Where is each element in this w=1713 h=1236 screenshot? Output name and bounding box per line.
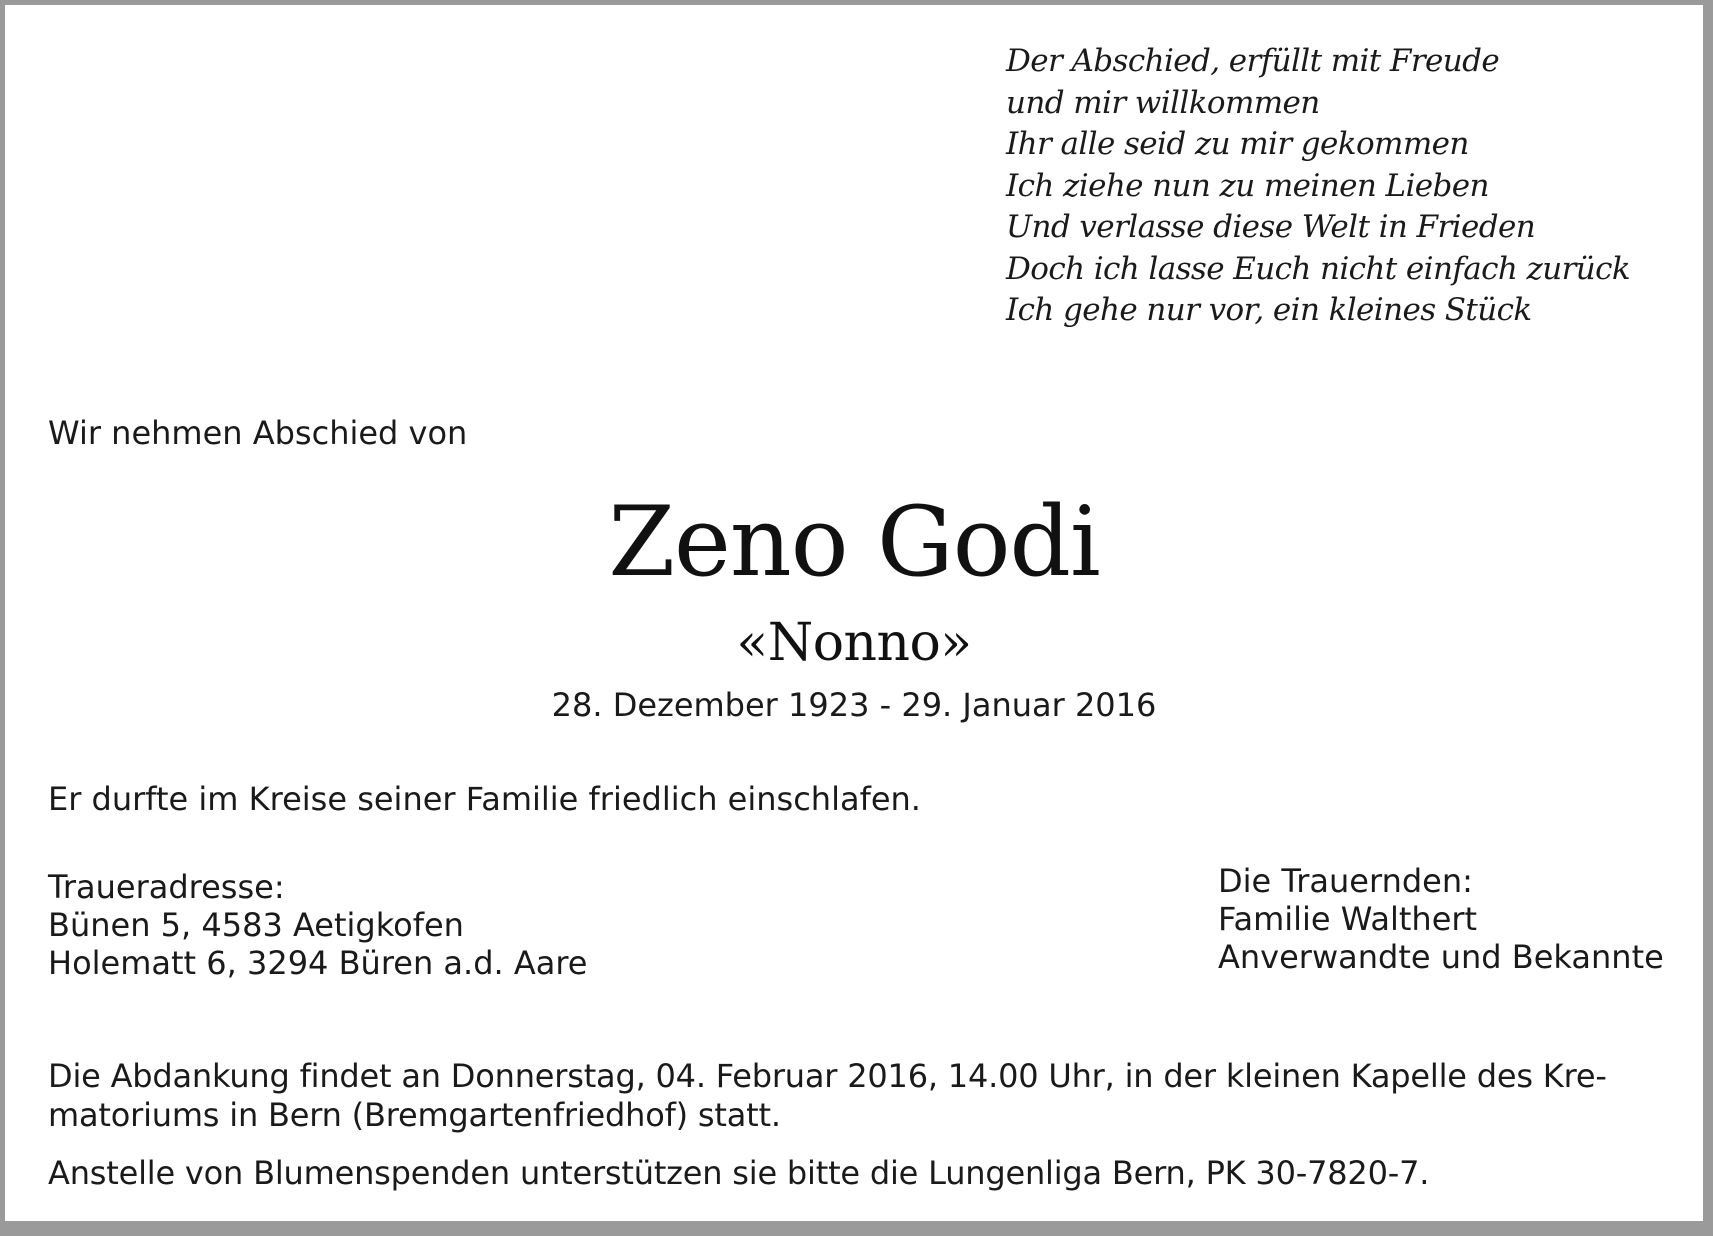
address-line: Bünen 5, 4583 Aetigkofen (48, 906, 464, 944)
intro-text: Wir nehmen Abschied von (48, 414, 468, 452)
mourners-label: Die Trauernden: (1218, 862, 1473, 900)
statement-text: Er durfte im Kreise seiner Familie friedlich einschlafen. (48, 780, 921, 818)
address-label: Traueradresse: (48, 868, 285, 906)
poem-line: und mir willkommen (1006, 84, 1320, 121)
poem-line: Der Abschied, erfüllt mit Freude (1006, 43, 1500, 79)
mourning-address (48, 868, 587, 982)
mourners-block (1218, 862, 1664, 976)
mourners-line: Anverwandte und Bekannte (1218, 938, 1664, 976)
poem-line: Doch ich lasse Euch nicht einfach zurück (1006, 250, 1631, 287)
donation-info: Anstelle von Blumenspenden unterstützen sie bitte die Lungenliga Bern, PK 30-7820-7. (48, 1154, 1430, 1192)
address-line: Holematt 6, 3294 Büren a.d. Aare (48, 944, 588, 982)
mourners-line: Familie Walthert (1218, 900, 1478, 938)
deceased-nickname: «Nonno» (736, 613, 972, 673)
ceremony-line: matoriums in Bern (Bremgartenfriedhof) statt. (48, 1096, 781, 1134)
poem-line: Ihr alle seid zu mir gekommen (1006, 126, 1469, 162)
poem-line: Ich ziehe nun zu meinen Lieben (1006, 167, 1489, 204)
ceremony-info (48, 1057, 1607, 1135)
poem-line: Und verlasse diese Welt in Frieden (1006, 209, 1536, 245)
life-dates: 28. Dezember 1923 - 29. Januar 2016 (551, 686, 1157, 724)
poem-line: Ich gehe nur vor, ein kleines Stück (1006, 292, 1532, 328)
ceremony-line: Die Abdankung findet an Donnerstag, 04. Februar 2016, 14.00 Uhr, in der kleinen Kapelle des Kre- (48, 1057, 1607, 1095)
page-frame-bottom (0, 1221, 1713, 1236)
poem (1006, 41, 1630, 332)
deceased-name: Zeno Godi (608, 486, 1100, 598)
obituary-notice (5, 5, 1703, 1221)
